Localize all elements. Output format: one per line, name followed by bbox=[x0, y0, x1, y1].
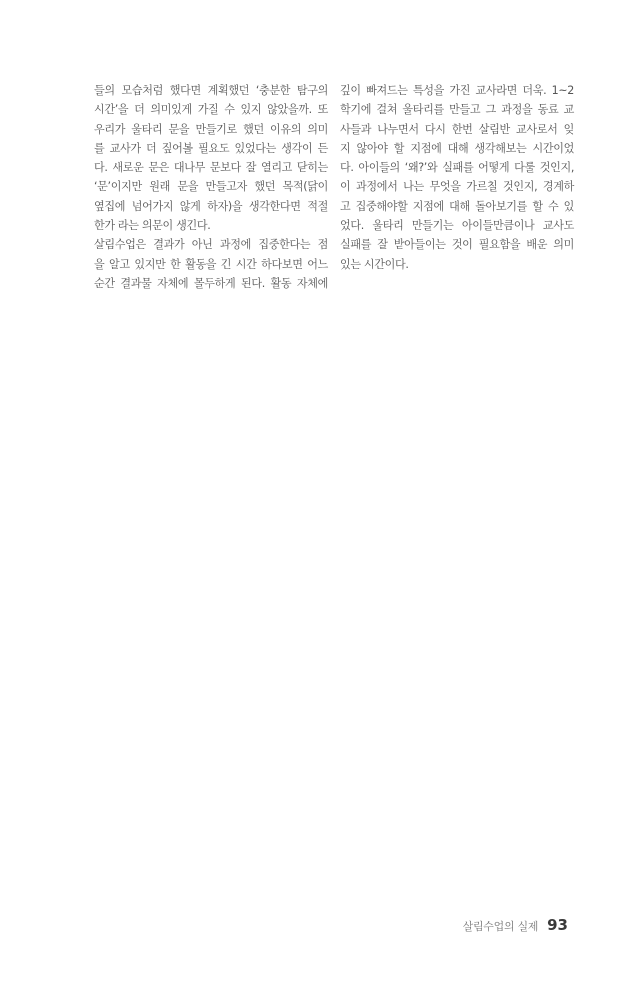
text-line: 들의 모습처럼 했다면 계획했던 ‘충분한 탐구의 bbox=[94, 84, 328, 97]
page-number: 93 bbox=[547, 916, 568, 934]
text-line: ‘문’이지만 원래 문을 만들고자 했던 목적(닭이 bbox=[94, 180, 328, 194]
text-line: 시간’을 더 의미있게 가질 수 있지 않았을까. 또 bbox=[94, 103, 328, 117]
left-column bbox=[94, 81, 328, 293]
text-line: 학기에 걸쳐 울타리를 만들고 그 과정을 동료 교 bbox=[340, 103, 574, 117]
text-line: 있는 시간이다. bbox=[340, 257, 409, 271]
right-paragraph-1 bbox=[340, 81, 574, 274]
text-line: 을 알고 있지만 한 활동을 긴 시간 하다보면 어느 bbox=[94, 257, 328, 271]
text-line: 한가 라는 의문이 생긴다. bbox=[94, 219, 211, 233]
text-line: 이 과정에서 나는 무엇을 가르칠 것인지, 경계하 bbox=[340, 180, 574, 194]
text-line: 옆집에 넘어가지 않게 하자)을 생각한다면 적절 bbox=[94, 199, 328, 213]
text-line: 를 교사가 더 짚어볼 필요도 있었다는 생각이 든 bbox=[94, 141, 328, 155]
text-line: 고 집중해야할 지점에 대해 돌아보기를 할 수 있 bbox=[340, 199, 574, 213]
text-line: 다. 새로운 문은 대나무 문보다 잘 열리고 닫히는 bbox=[94, 161, 328, 175]
text-line: 지 않아야 할 지점에 대해 생각해보는 시간이었 bbox=[340, 141, 574, 155]
text-line: 었다. 울타리 만들기는 아이들만큼이나 교사도 bbox=[340, 219, 574, 233]
text-line: 살림수업은 결과가 아닌 과정에 집중한다는 점 bbox=[94, 238, 328, 252]
text-line: 다. 아이들의 ‘왜?’와 실패를 어떻게 다룰 것인지, bbox=[340, 161, 574, 175]
text-line: 우리가 울타리 문을 만들기로 했던 이유의 의미 bbox=[94, 122, 328, 136]
text-line: 순간 결과물 자체에 몰두하게 된다. 활동 자체에 bbox=[94, 276, 328, 290]
running-title: 살림수업의 실제 bbox=[462, 920, 539, 933]
left-paragraph-2 bbox=[94, 235, 328, 293]
left-paragraph-1 bbox=[94, 81, 328, 235]
page-footer bbox=[448, 916, 568, 936]
text-line: 사들과 나누면서 다시 한번 살림반 교사로서 잊 bbox=[340, 122, 574, 136]
right-column bbox=[340, 81, 574, 274]
text-line: 실패를 잘 받아들이는 것이 필요함을 배운 의미 bbox=[340, 238, 574, 252]
text-line: 깊이 빠져드는 특성을 가진 교사라면 더욱. 1~2 bbox=[340, 84, 574, 97]
